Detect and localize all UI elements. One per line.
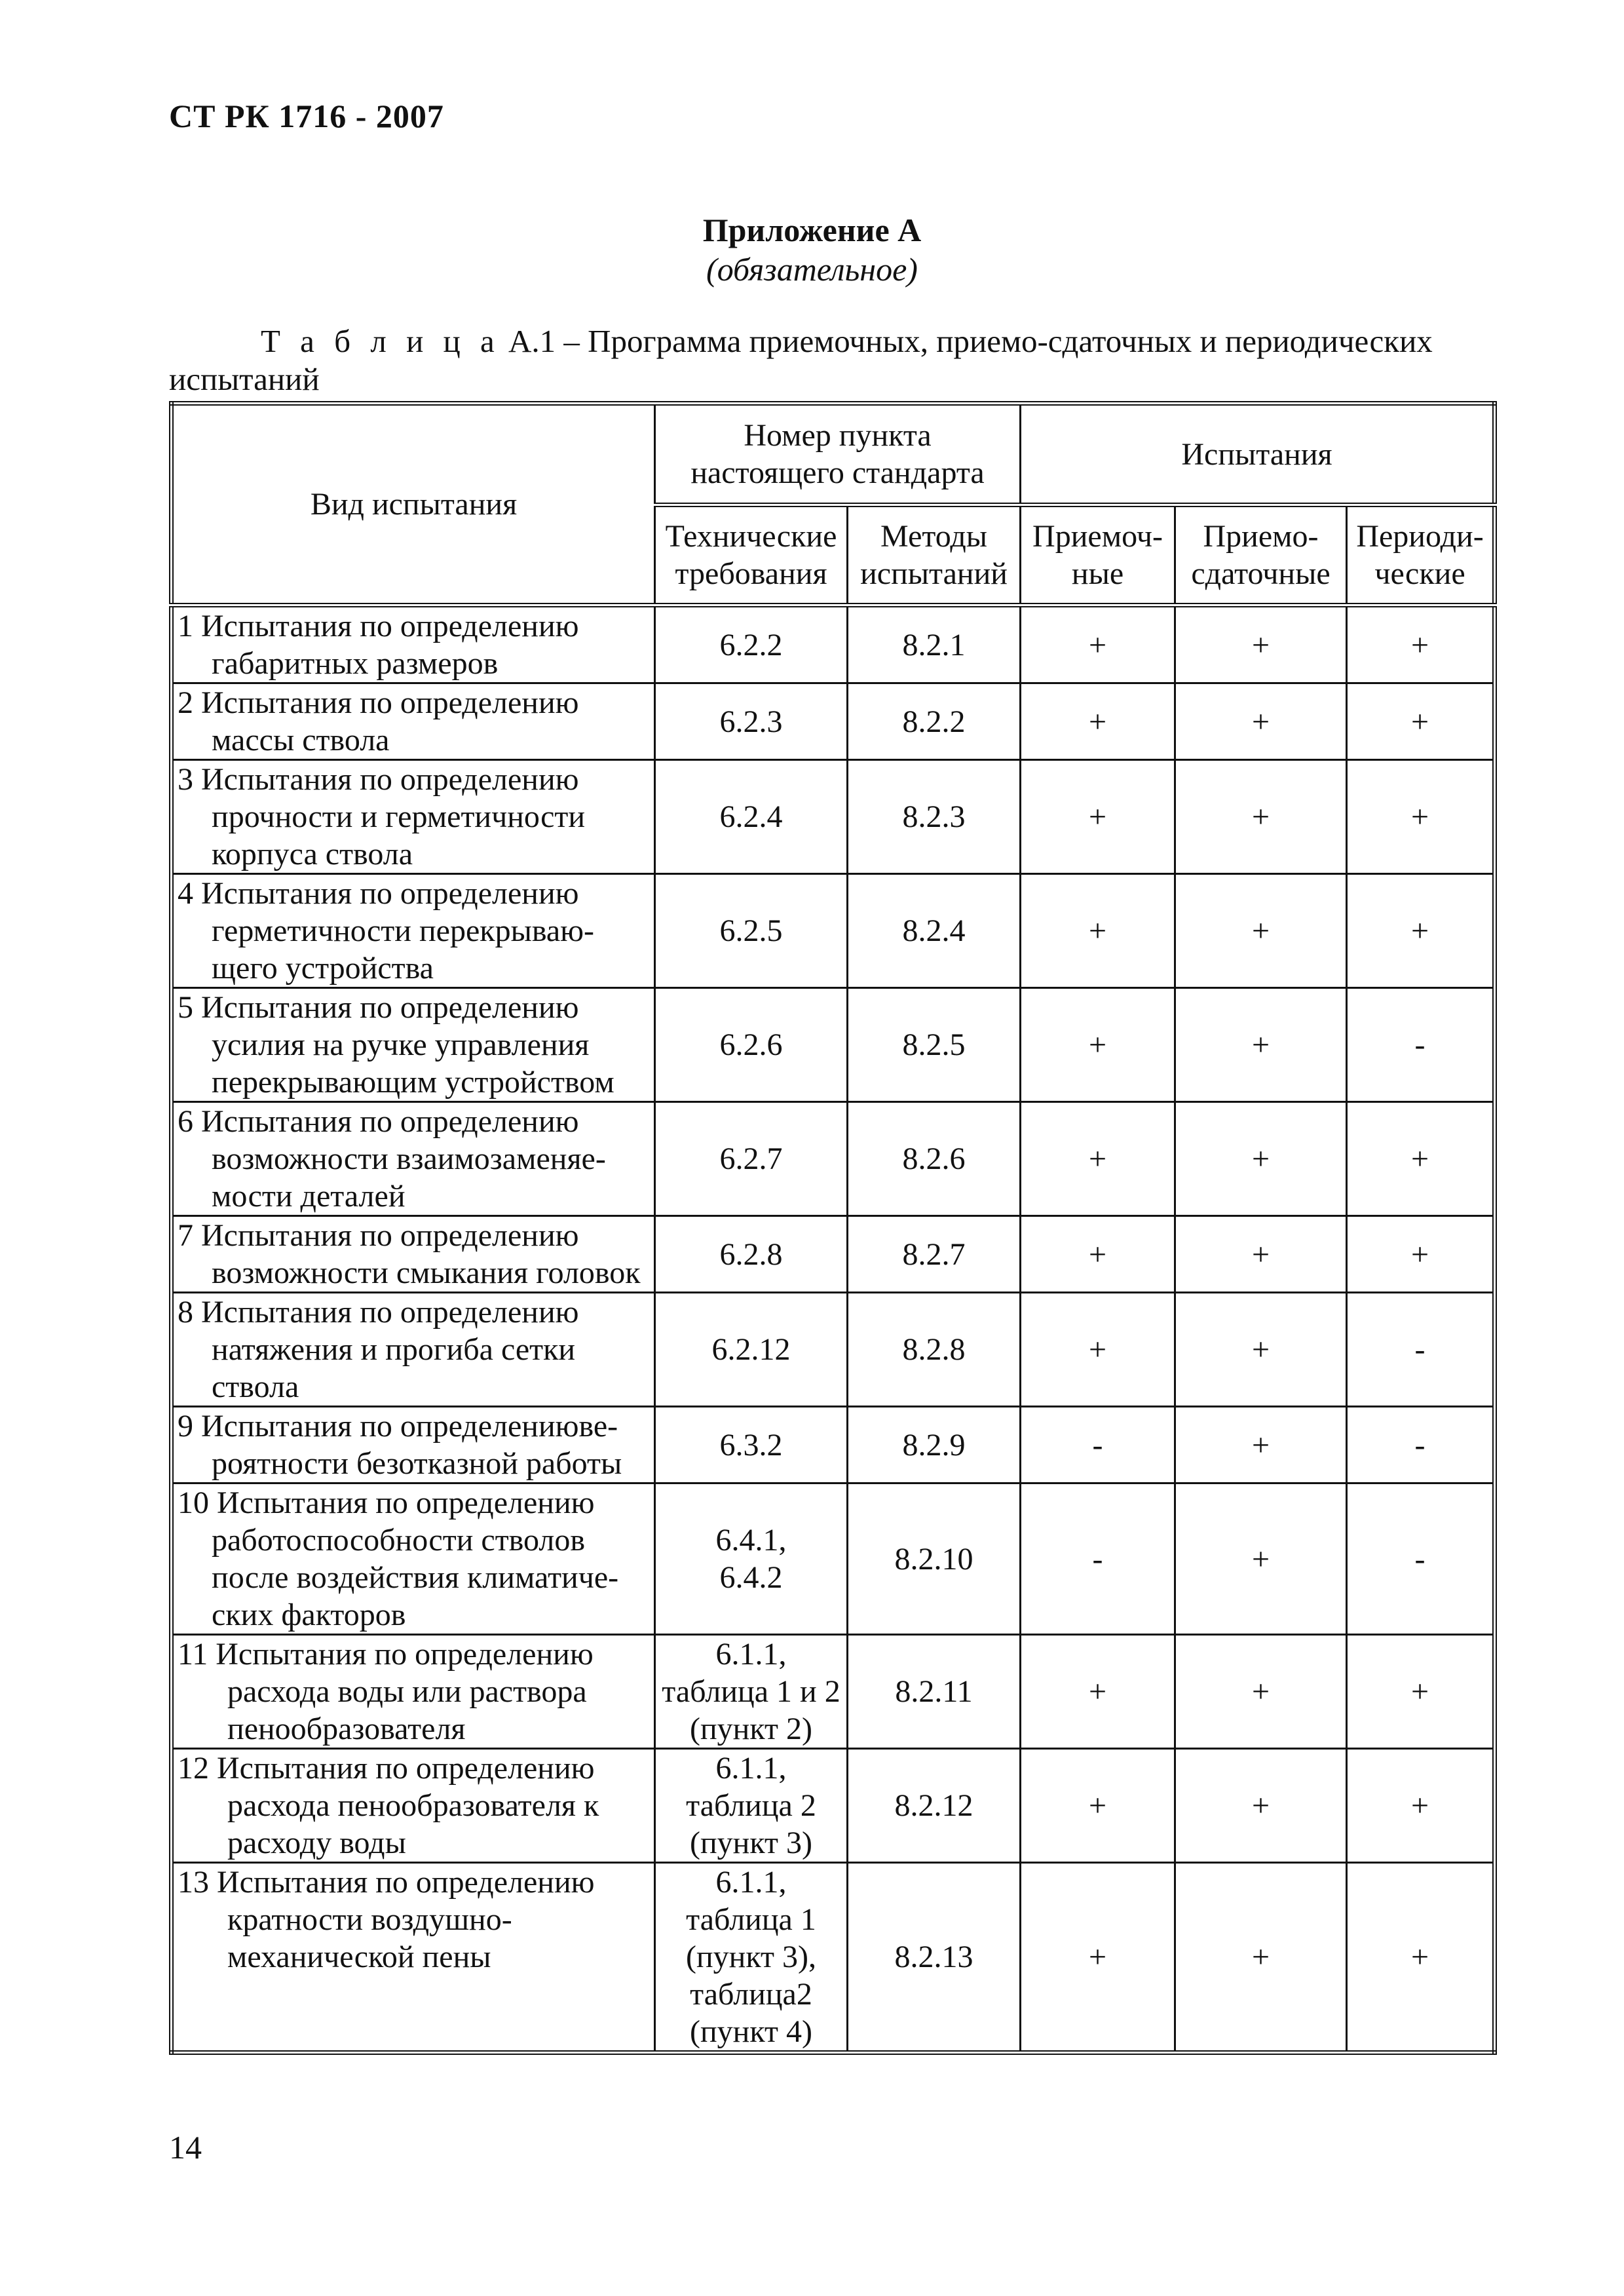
test-program-table <box>169 401 1497 2055</box>
col-header-line: Приемоч- <box>1032 519 1163 554</box>
periodic-cell: + <box>1347 874 1495 988</box>
test-type-line: 13 Испытания по определению <box>178 1865 595 1900</box>
test-type-cell <box>172 605 655 683</box>
test-type-cell <box>172 760 655 874</box>
test-method-cell: 8.2.13 <box>848 1863 1021 2053</box>
tech-requirement-line: 6.4.1, <box>715 1523 787 1558</box>
periodic-cell: - <box>1347 988 1495 1102</box>
test-type-line: натяжения и прогиба сетки <box>212 1332 576 1367</box>
tech-requirement-line: 6.1.1, <box>715 1865 787 1900</box>
test-type-line: корпуса ствола <box>212 837 413 871</box>
periodic-cell: - <box>1347 1293 1495 1407</box>
test-type-line: расходу воды <box>227 1826 406 1860</box>
col-header-line: ческие <box>1374 556 1465 591</box>
col-header-line: Технические <box>665 519 837 554</box>
test-type-cell <box>172 1863 655 2053</box>
test-type-cell <box>172 1293 655 1407</box>
tech-requirement-line: 6.3.2 <box>719 1427 783 1463</box>
tech-requirement-line: 6.1.1, <box>715 1637 787 1672</box>
test-type-line: после воздействия климатиче- <box>212 1560 619 1595</box>
table-caption-text: А.1 – Программа приемочных, приемо-сдаточных и периодических <box>508 323 1433 359</box>
table-row <box>172 1102 1495 1216</box>
test-method-cell: 8.2.4 <box>848 874 1021 988</box>
col-group-tests: Испытания <box>1021 404 1495 505</box>
tech-requirement-cell <box>655 1635 848 1749</box>
table-row <box>172 1216 1495 1293</box>
test-type-line: 8 Испытания по определению <box>178 1295 579 1330</box>
test-type-line: возможности смыкания головок <box>212 1255 641 1290</box>
document-code: СТ РК 1716 - 2007 <box>169 98 444 134</box>
acceptance-cell: + <box>1021 760 1175 874</box>
test-type-line: 11 Испытания по определению <box>178 1637 594 1672</box>
tech-requirement-line: (пункт 3) <box>689 1826 812 1860</box>
col-header-line: Периоди- <box>1356 519 1484 554</box>
test-type-line: 1 Испытания по определению <box>178 609 579 643</box>
annex-subtitle: (обязательное) <box>706 251 918 288</box>
tech-requirement-line: 6.2.2 <box>719 627 783 662</box>
test-type-line: массы ствола <box>212 723 390 757</box>
test-type-line: возможности взаимозаменяе- <box>212 1141 606 1176</box>
test-type-line: герметичности перекрываю- <box>212 913 595 948</box>
test-type-line: 5 Испытания по определению <box>178 990 579 1025</box>
test-type-cell <box>172 1635 655 1749</box>
delivery-acceptance-cell: + <box>1175 1293 1347 1407</box>
tech-requirement-line: 6.2.12 <box>711 1332 791 1367</box>
delivery-acceptance-cell: + <box>1175 1483 1347 1635</box>
tech-requirement-line: таблица 2 <box>686 1788 816 1823</box>
col-header-test-methods <box>848 505 1021 605</box>
col-header-line: Приемо- <box>1203 519 1319 554</box>
table-caption-label: Т а б л и ц а <box>261 323 500 359</box>
col-header-delivery-acceptance <box>1175 505 1347 605</box>
tech-requirement-cell <box>655 1102 848 1216</box>
test-type-cell <box>172 874 655 988</box>
col-header-line: сдаточные <box>1191 556 1331 591</box>
tech-requirement-line: (пункт 3), <box>685 1940 816 1974</box>
delivery-acceptance-cell: + <box>1175 605 1347 683</box>
tech-requirement-cell <box>655 1749 848 1863</box>
acceptance-cell: + <box>1021 874 1175 988</box>
test-type-cell <box>172 1102 655 1216</box>
test-type-cell <box>172 1216 655 1293</box>
test-type-line: усилия на ручке управления <box>212 1027 590 1062</box>
test-method-cell: 8.2.2 <box>848 683 1021 760</box>
test-type-cell <box>172 1749 655 1863</box>
tech-requirement-cell <box>655 874 848 988</box>
delivery-acceptance-cell: + <box>1175 1635 1347 1749</box>
col-header-line: испытаний <box>860 556 1008 591</box>
acceptance-cell: - <box>1021 1483 1175 1635</box>
col-header-acceptance <box>1021 505 1175 605</box>
periodic-cell: + <box>1347 1102 1495 1216</box>
periodic-cell: + <box>1347 760 1495 874</box>
test-method-cell: 8.2.3 <box>848 760 1021 874</box>
test-type-line: ствола <box>212 1369 299 1404</box>
table-caption-text-cont: испытаний <box>169 361 320 397</box>
test-type-line: пенообразователя <box>227 1712 466 1746</box>
table-row <box>172 760 1495 874</box>
acceptance-cell: + <box>1021 1102 1175 1216</box>
tech-requirement-cell <box>655 1483 848 1635</box>
table-row <box>172 988 1495 1102</box>
test-type-line: 7 Испытания по определению <box>178 1218 579 1253</box>
table-body <box>172 605 1495 2053</box>
test-type-line: 10 Испытания по определению <box>178 1485 595 1520</box>
annex-title: Приложение А <box>702 212 922 248</box>
periodic-cell: - <box>1347 1483 1495 1635</box>
acceptance-cell: + <box>1021 1635 1175 1749</box>
delivery-acceptance-cell: + <box>1175 1407 1347 1483</box>
tech-requirement-cell <box>655 988 848 1102</box>
test-type-line: расхода воды или раствора <box>227 1674 587 1709</box>
acceptance-cell: + <box>1021 1749 1175 1863</box>
periodic-cell: + <box>1347 1749 1495 1863</box>
tech-requirement-line: таблица 1 и 2 <box>662 1674 840 1709</box>
delivery-acceptance-cell: + <box>1175 760 1347 874</box>
test-type-line: 2 Испытания по определению <box>178 685 579 720</box>
tech-requirement-line: 6.4.2 <box>719 1560 783 1595</box>
tech-requirement-line: 6.2.3 <box>719 704 783 739</box>
test-method-cell: 8.2.8 <box>848 1293 1021 1407</box>
col-header-line: ные <box>1071 556 1124 591</box>
tech-requirement-cell <box>655 1216 848 1293</box>
acceptance-cell: + <box>1021 605 1175 683</box>
delivery-acceptance-cell: + <box>1175 1863 1347 2053</box>
col-header-test-type: Вид испытания <box>172 404 655 605</box>
delivery-acceptance-cell: + <box>1175 1102 1347 1216</box>
delivery-acceptance-cell: + <box>1175 1216 1347 1293</box>
tech-requirement-line: (пункт 2) <box>689 1712 812 1746</box>
test-type-line: прочности и герметичности <box>212 799 586 834</box>
tech-requirement-cell <box>655 760 848 874</box>
test-type-line: габаритных размеров <box>212 646 499 681</box>
col-header-line: требования <box>675 556 827 591</box>
delivery-acceptance-cell: + <box>1175 874 1347 988</box>
tech-requirement-cell <box>655 605 848 683</box>
col-group-clause-number <box>655 404 1021 505</box>
test-type-line: 6 Испытания по определению <box>178 1104 579 1139</box>
col-header-tech-requirements <box>655 505 848 605</box>
acceptance-cell: + <box>1021 988 1175 1102</box>
periodic-cell: + <box>1347 1216 1495 1293</box>
periodic-cell: - <box>1347 1407 1495 1483</box>
tech-requirement-line: 6.2.8 <box>719 1236 783 1272</box>
acceptance-cell: + <box>1021 1293 1175 1407</box>
test-type-line: кратности воздушно- <box>227 1902 512 1937</box>
table-caption <box>169 322 1492 398</box>
test-type-line: 12 Испытания по определению <box>178 1751 595 1786</box>
table-row <box>172 683 1495 760</box>
tech-requirement-cell <box>655 1293 848 1407</box>
tech-requirement-line: 6.2.4 <box>719 799 783 834</box>
acceptance-cell: + <box>1021 1216 1175 1293</box>
test-method-cell: 8.2.11 <box>848 1635 1021 1749</box>
table-row <box>172 874 1495 988</box>
test-type-cell <box>172 1407 655 1483</box>
table-row <box>172 605 1495 683</box>
tech-requirement-line: (пункт 4) <box>689 2014 812 2049</box>
table-row <box>172 1407 1495 1483</box>
periodic-cell: + <box>1347 1863 1495 2053</box>
table-row <box>172 1749 1495 1863</box>
test-type-line: 3 Испытания по определению <box>178 762 579 797</box>
test-method-cell: 8.2.7 <box>848 1216 1021 1293</box>
test-type-line: расхода пенообразователя к <box>227 1788 599 1823</box>
tech-requirement-line: таблица2 <box>690 1977 812 2012</box>
tech-requirement-cell <box>655 1407 848 1483</box>
delivery-acceptance-cell: + <box>1175 1749 1347 1863</box>
test-type-line: ских факторов <box>212 1598 406 1632</box>
test-type-line: мости деталей <box>212 1179 406 1214</box>
test-type-line: работоспособности стволов <box>212 1523 585 1558</box>
test-type-cell <box>172 1483 655 1635</box>
table-row <box>172 1483 1495 1635</box>
test-method-cell: 8.2.12 <box>848 1749 1021 1863</box>
test-type-line: щего устройства <box>212 951 434 985</box>
test-method-cell: 8.2.9 <box>848 1407 1021 1483</box>
test-method-cell: 8.2.10 <box>848 1483 1021 1635</box>
tech-requirement-cell <box>655 1863 848 2053</box>
page-number: 14 <box>169 2129 202 2166</box>
tech-requirement-line: таблица 1 <box>686 1902 816 1937</box>
acceptance-cell: - <box>1021 1407 1175 1483</box>
test-type-line: механической пены <box>227 1940 491 1974</box>
col-header-periodic <box>1347 505 1495 605</box>
acceptance-cell: + <box>1021 1863 1175 2053</box>
col-header-line: Методы <box>880 519 987 554</box>
table-row <box>172 1635 1495 1749</box>
tech-requirement-line: 6.2.6 <box>719 1027 783 1062</box>
tech-requirement-line: 6.2.7 <box>719 1141 783 1176</box>
tech-requirement-cell <box>655 683 848 760</box>
test-method-cell: 8.2.1 <box>848 605 1021 683</box>
table-row <box>172 1293 1495 1407</box>
periodic-cell: + <box>1347 683 1495 760</box>
delivery-acceptance-cell: + <box>1175 988 1347 1102</box>
acceptance-cell: + <box>1021 683 1175 760</box>
test-type-line: 4 Испытания по определению <box>178 876 579 911</box>
col-group-clause-line1: Номер пункта <box>744 418 932 453</box>
test-method-cell: 8.2.6 <box>848 1102 1021 1216</box>
tech-requirement-line: 6.2.5 <box>719 913 783 948</box>
col-group-clause-line2: настоящего стандарта <box>690 455 985 490</box>
tech-requirement-line: 6.1.1, <box>715 1751 787 1786</box>
delivery-acceptance-cell: + <box>1175 683 1347 760</box>
test-type-cell <box>172 988 655 1102</box>
test-method-cell: 8.2.5 <box>848 988 1021 1102</box>
test-type-line: роятности безотказной работы <box>212 1446 622 1481</box>
test-type-line: перекрывающим устройством <box>212 1065 614 1100</box>
table-row <box>172 1863 1495 2053</box>
test-type-line: 9 Испытания по определениюве- <box>178 1409 618 1444</box>
test-type-cell <box>172 683 655 760</box>
periodic-cell: + <box>1347 605 1495 683</box>
periodic-cell: + <box>1347 1635 1495 1749</box>
